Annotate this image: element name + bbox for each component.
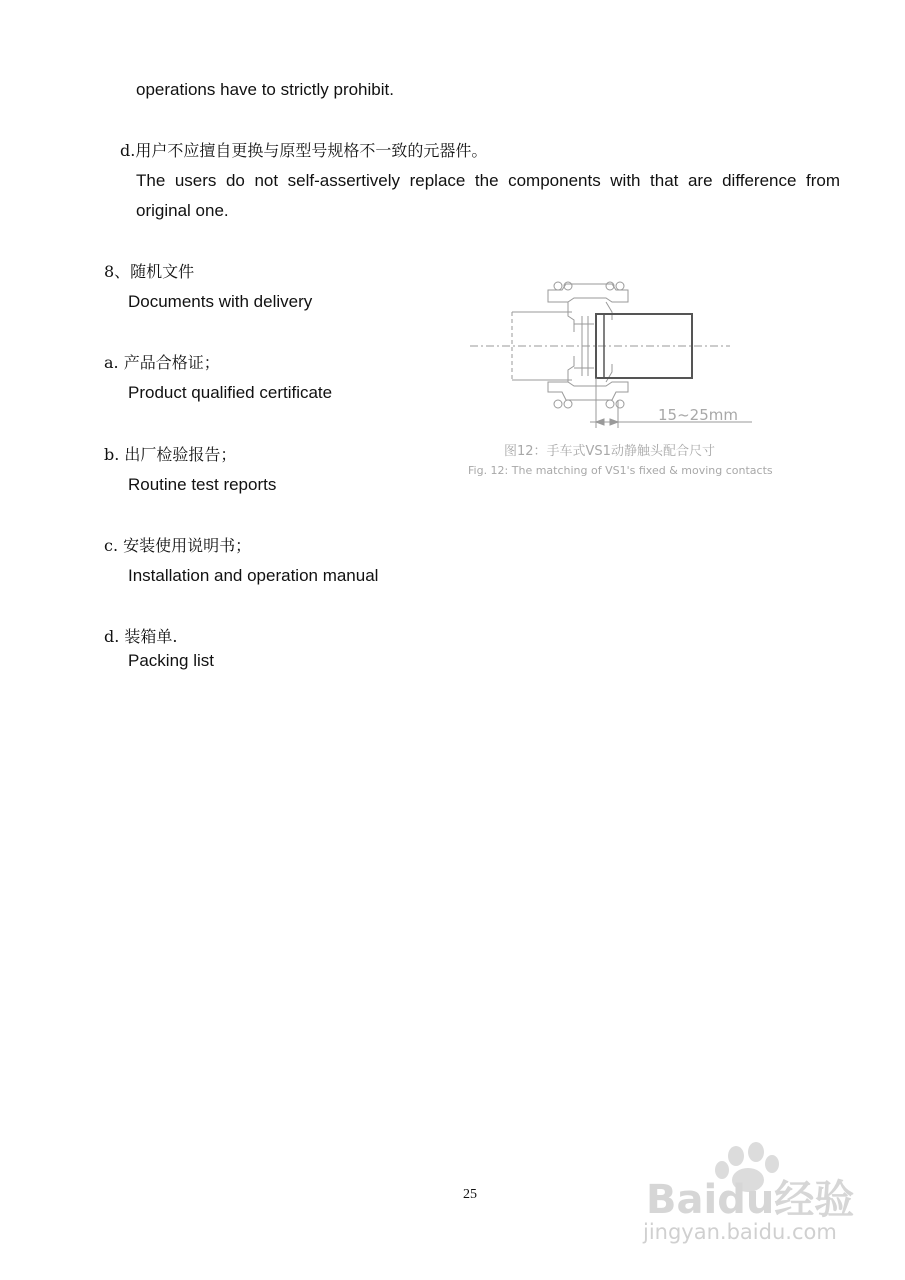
item-b-en: Routine test reports — [128, 475, 277, 494]
section-8-en: Documents with delivery — [128, 292, 313, 311]
item-c-zh: c. 安装使用说明书； — [104, 536, 252, 555]
section-8-zh: 8、随机文件 — [104, 262, 195, 281]
contact-drawing — [462, 272, 762, 492]
line-operations: operations have to strictly prohibit. — [136, 80, 394, 99]
figure-caption-en: Fig. 12: The matching of VS1's fixed & moving contacts — [468, 464, 773, 477]
dimension-label: 15~25mm — [658, 406, 738, 424]
watermark-url: jingyan.baidu.com — [643, 1220, 837, 1244]
item-a-zh: a. 产品合格证； — [104, 353, 220, 372]
item-d2-zh: d. 装箱单. — [104, 627, 178, 646]
item-c-en: Installation and operation manual — [128, 566, 379, 585]
figure-caption-zh: 图12：手车式VS1动静触头配合尺寸 — [504, 444, 715, 459]
watermark-brand: Baidu经验 — [646, 1177, 855, 1223]
contact-figure — [462, 272, 773, 492]
item-b-zh: b. 出厂检验报告； — [104, 445, 237, 464]
item-d-zh: d.用户不应擅自更换与原型号规格不一致的元器件。 — [120, 141, 488, 160]
item-d2-en: Packing list — [128, 651, 214, 670]
page-number: 25 — [463, 1187, 477, 1202]
item-d-en: The users do not self-assertively replace the components with that are difference from original one. — [136, 171, 840, 220]
item-a-en: Product qualified certificate — [128, 383, 333, 402]
